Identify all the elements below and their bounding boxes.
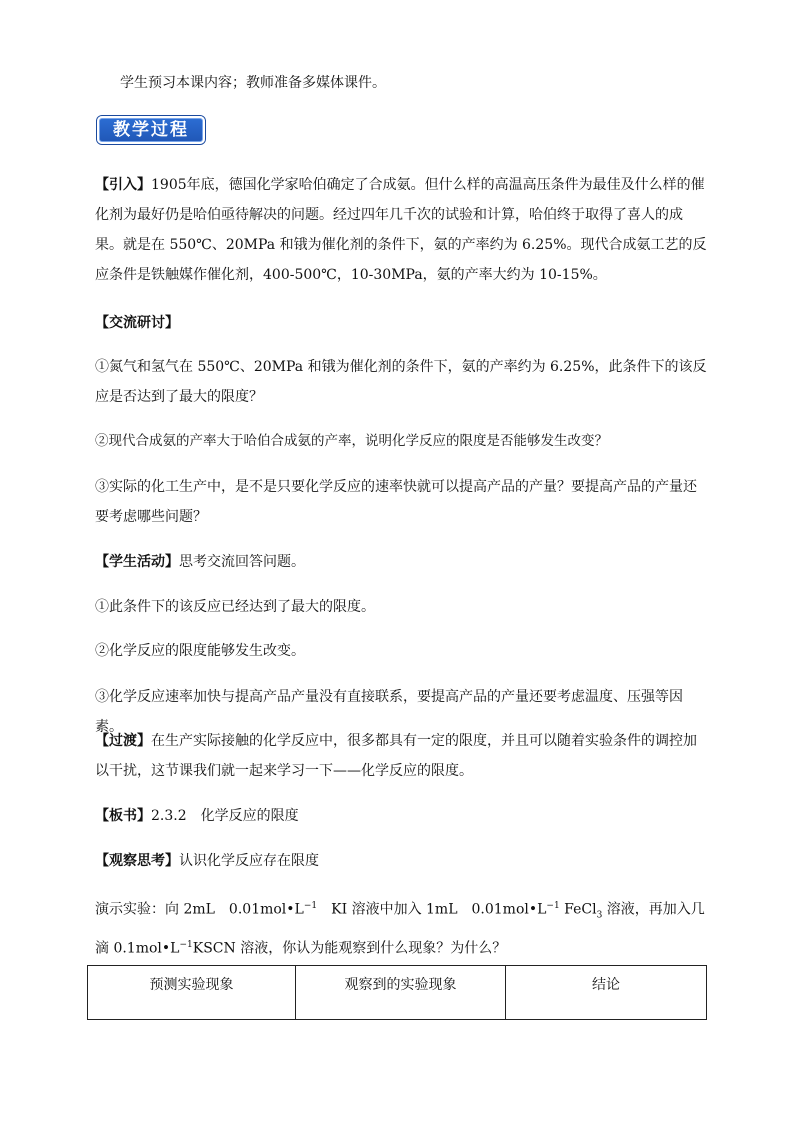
board-text: 2.3.2 化学反应的限度 [151,808,299,824]
transition-tag: 【过渡】 [95,733,151,749]
student-activity-text: 思考交流回答问题。 [179,554,305,570]
answer-3: ③化学反应速率加快与提高产品产量没有直接联系，要提高产品的产量还要考虑温度、压强等因素。 [95,689,683,735]
discussion-heading [95,308,707,338]
demo-sup-1: −1 [303,901,318,911]
discussion-q2: ②现代合成氨的产率大于哈伯合成氨的产率，说明化学反应的限度是否能够发生改变？ [95,433,608,449]
demo-sub-3: 3 [596,910,603,921]
demo-sup-4: −1 [179,940,193,951]
student-activity-paragraph [95,547,707,577]
discussion-q1: ①氮气和氢气在 550℃、20MPa 和锇为催化剂的条件下，氨的产率约为 6.25%，此条件下的该反应是否达到了最大的限度？ [95,359,707,405]
transition-text: 在生产实际接触的化学反应中，很多都具有一定的限度，并且可以随着实验条件的调控加以干扰，这节课我们就一起来学习一下——化学反应的限度。 [95,733,697,779]
demo-part-5: KSCN 溶液，你认为能观察到什么现象？为什么？ [192,941,507,958]
observe-paragraph [95,846,707,876]
header-observed: 观察到的实验现象 [296,966,506,1020]
student-activity-tag: 【学生活动】 [95,554,179,570]
observe-tag: 【观察思考】 [95,853,179,869]
discussion-tag: 【交流研讨】 [95,315,179,331]
demo-part-3: FeCl [559,901,597,918]
intro-text: 1905年底，德国化学家哈伯确定了合成氨。但什么样的高温高压条件为最佳及什么样的催化剂为最好仍是哈伯亟待解决的问题。经过四年几千次的试验和计算，哈伯终于取得了喜人的成果。就是在 550℃、20MPa 和锇为催化剂的条件下，氨的产率约为 6.25%。现代合成氨工艺的反应条件是铁触媒作催化剂，400-500℃，10-30MPa，氨的产率大约为 10-15%。 [95,177,707,283]
demo-experiment [95,891,707,964]
discussion-q3: ③实际的化工生产中，是不是只要化学反应的速率快就可以提高产品的产量？要提高产品的产量还要考虑哪些问题？ [95,479,697,525]
intro-tag: 【引入】 [95,177,151,193]
answer-1: ①此条件下的该反应已经达到了最大的限度。 [95,599,375,615]
demo-sup-2: −1 [546,901,560,911]
section-badge: 教学过程 [97,116,205,144]
experiment-table [87,965,707,1020]
demo-part-4: 溶液，再加入几滴 0.1mol•L [95,901,705,958]
answer-2: ②化学反应的限度能够发生改变。 [95,643,305,659]
transition-paragraph [95,726,707,786]
table-header-row [88,966,707,1020]
header-conclusion: 结论 [506,966,707,1020]
prep-text: 学生预习本课内容；教师准备多媒体课件。 [120,75,386,91]
observe-text: 认识化学反应存在限度 [179,853,319,869]
board-paragraph [95,801,707,831]
demo-part-1: 演示实验：向 2mL 0.01mol•L [95,901,304,918]
header-predicted: 预测实验现象 [88,966,296,1020]
board-tag: 【板书】 [95,808,151,824]
intro-paragraph [95,170,707,290]
demo-part-2: KI 溶液中加入 1mL 0.01mol•L [317,901,547,918]
